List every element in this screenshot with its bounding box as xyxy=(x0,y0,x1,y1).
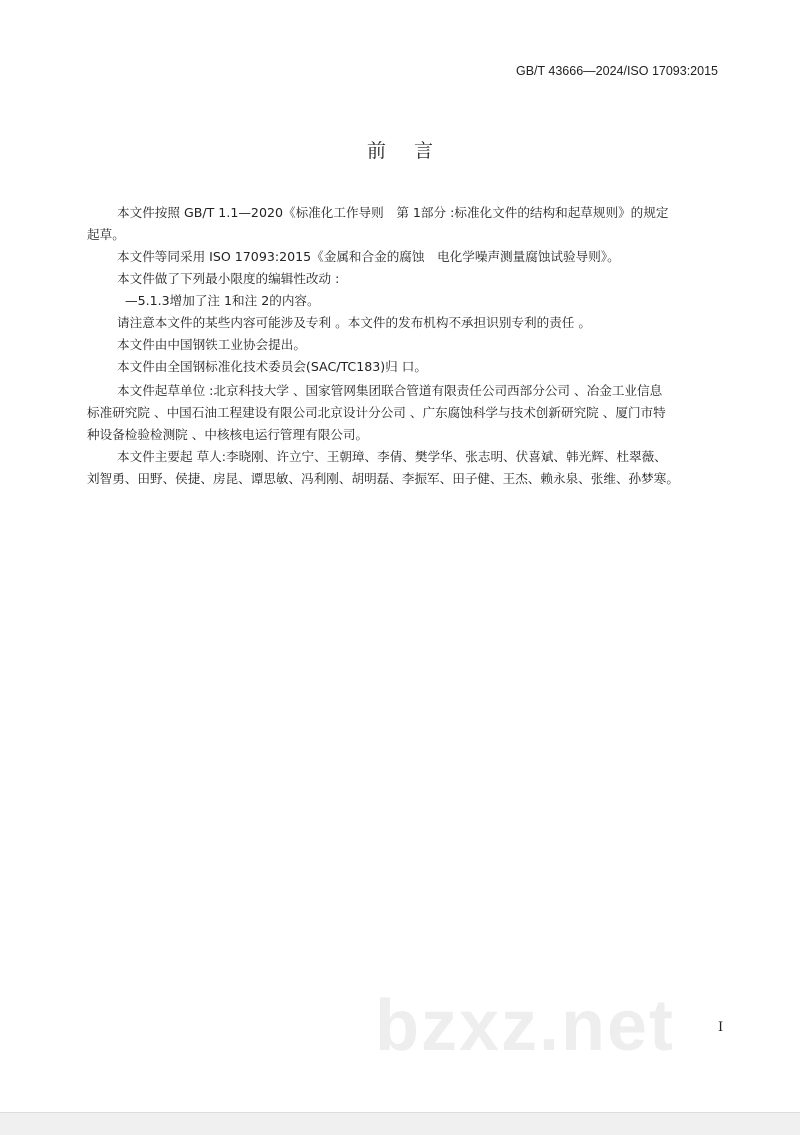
foreword-body xyxy=(87,202,727,490)
paragraph-line: 本文件起草单位 :北京科技大学 、国家管网集团联合管道有限责任公司西部分公司 、冶金工业信息 xyxy=(117,383,663,398)
paragraph-line: 本文件由中国钢铁工业协会提出。 xyxy=(117,337,306,352)
watermark: bzxz.net xyxy=(375,986,676,1066)
paragraph-line: 刘智勇、田野、侯捷、房昆、谭思敏、冯利刚、胡明磊、李振军、田子健、王杰、赖永泉、张维、孙梦寒。 xyxy=(87,471,679,486)
bottom-bar xyxy=(0,1112,800,1135)
list-item: —5.1.3增加了注 1和注 2的内容。 xyxy=(125,293,320,308)
paragraph-line: 标准研究院 、中国石油工程建设有限公司北京设计分公司 、广东腐蚀科学与技术创新研究院 、厦门市特 xyxy=(87,405,666,420)
page-number: I xyxy=(718,1020,724,1035)
paragraph-line: 本文件等同采用 ISO 17093:2015《金属和合金的腐蚀 电化学噪声测量腐蚀试验导则》。 xyxy=(117,249,620,264)
page-title: 前言 xyxy=(366,140,461,162)
paragraph-line: 本文件主要起 草人:李晓刚、许立宁、王朝璋、李倩、樊学华、张志明、伏喜斌、韩光辉、杜翠薇、 xyxy=(117,449,667,464)
paragraph-line: 本文件做了下列最小限度的编辑性改动 : xyxy=(117,271,340,286)
paragraph-line: 起草。 xyxy=(87,227,125,242)
paragraph-line: 本文件按照 GB/T 1.1—2020《标准化工作导则 第 1部分 :标准化文件的结构和起草规则》的规定 xyxy=(117,205,669,220)
paragraph-line: 种设备检验检测院 、中核核电运行管理有限公司。 xyxy=(87,427,369,442)
paragraph-line: 请注意本文件的某些内容可能涉及专利 。本文件的发布机构不承担识别专利的责任 。 xyxy=(117,315,591,330)
paragraph-line: 本文件由全国钢标准化技术委员会(SAC/TC183)归 口。 xyxy=(117,359,427,374)
standard-number-header: GB/T 43666—2024/ISO 17093:2015 xyxy=(515,64,718,78)
